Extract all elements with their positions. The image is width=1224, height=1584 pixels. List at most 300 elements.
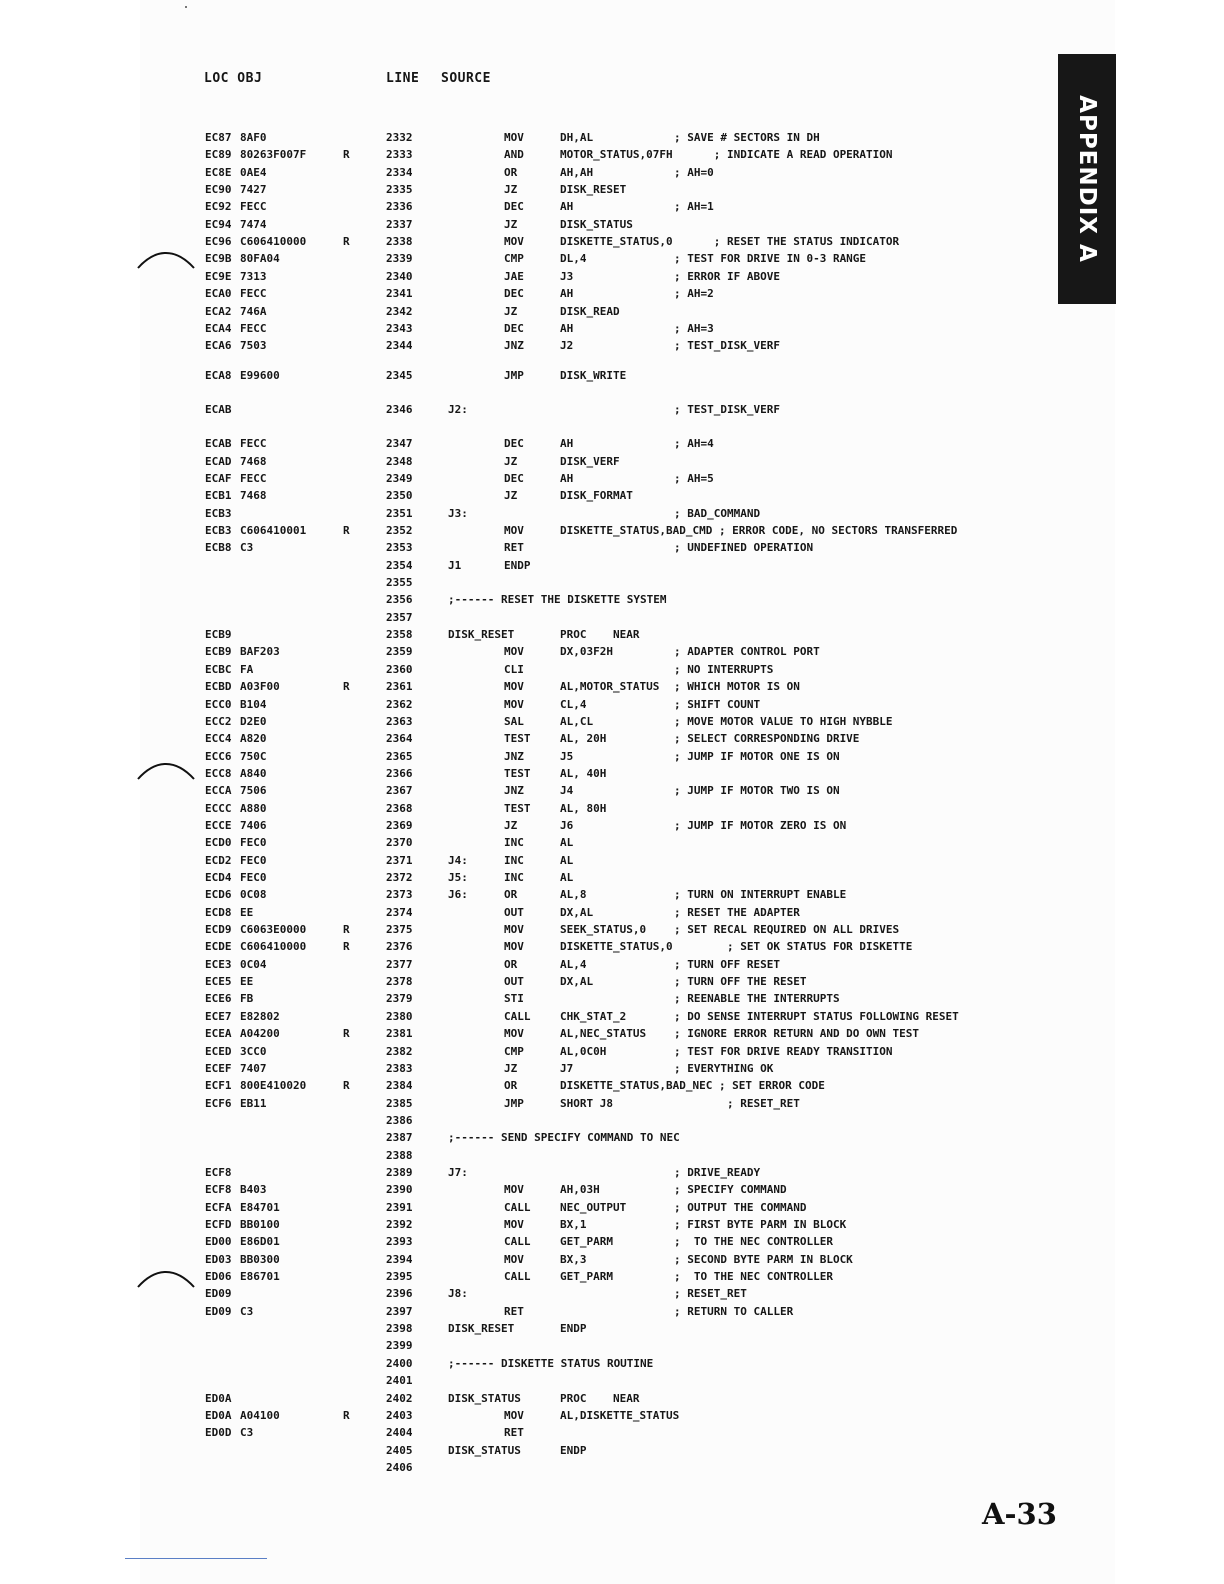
listing-opcode: INC bbox=[504, 853, 524, 867]
listing-opcode: MOV bbox=[504, 1027, 524, 1041]
listing-comment: ; SET OK STATUS FOR DISKETTE bbox=[674, 940, 913, 954]
listing-line-number: 2338 bbox=[386, 235, 413, 249]
listing-obj: 7506 bbox=[240, 784, 267, 798]
listing-operand: PROC NEAR bbox=[560, 1391, 640, 1405]
listing-operand: SEEK_STATUS,0 bbox=[560, 923, 647, 937]
listing-line-number: 2339 bbox=[386, 252, 413, 266]
listing-comment: ; AH=3 bbox=[674, 321, 714, 335]
listing-loc: ECA0 bbox=[205, 287, 232, 301]
listing-line-number: 2396 bbox=[386, 1287, 413, 1301]
listing-loc: ECC8 bbox=[205, 766, 232, 780]
listing-comment: ; AH=1 bbox=[674, 200, 714, 214]
listing-operand: DX,AL bbox=[560, 975, 594, 989]
listing-comment: ; SELECT CORRESPONDING DRIVE bbox=[674, 732, 860, 746]
listing-line-number: 2382 bbox=[386, 1044, 413, 1058]
listing-loc: EC92 bbox=[205, 200, 232, 214]
listing-obj: 746A bbox=[240, 304, 267, 318]
listing-operand: DISK_RESET bbox=[560, 183, 627, 197]
listing-row bbox=[0, 402, 1224, 418]
listing-operand: AH bbox=[560, 287, 574, 301]
listing-loc: ECE3 bbox=[205, 957, 232, 971]
listing-line-number: 2361 bbox=[386, 680, 413, 694]
listing-obj: EB11 bbox=[240, 1096, 267, 1110]
listing-operand: AL,DISKETTE_STATUS bbox=[560, 1408, 680, 1422]
listing-opcode: JNZ bbox=[504, 784, 524, 798]
listing-operand: DX,AL bbox=[560, 905, 594, 919]
listing-row bbox=[0, 471, 1224, 487]
listing-opcode: RET bbox=[504, 541, 524, 555]
bottom-rule bbox=[125, 1558, 267, 1559]
listing-loc: ECA4 bbox=[205, 321, 232, 335]
listing-comment: ; RETURN TO CALLER bbox=[674, 1304, 794, 1318]
listing-line-number: 2368 bbox=[386, 801, 413, 815]
listing-row bbox=[0, 610, 1224, 626]
listing-row bbox=[0, 182, 1224, 198]
header-line: LINE bbox=[386, 71, 420, 86]
listing-reloc-flag: R bbox=[343, 680, 350, 694]
listing-opcode: JMP bbox=[504, 368, 524, 382]
listing-operand: J2 bbox=[560, 339, 574, 353]
listing-comment: ; SPECIFY COMMAND bbox=[674, 1183, 787, 1197]
listing-obj: C3 bbox=[240, 541, 254, 555]
listing-opcode: CALL bbox=[504, 1270, 531, 1284]
listing-obj: A840 bbox=[240, 766, 267, 780]
listing-comment: ; JUMP IF MOTOR TWO IS ON bbox=[674, 784, 840, 798]
listing-line-number: 2384 bbox=[386, 1079, 413, 1093]
listing-obj: 80263F007F bbox=[240, 148, 307, 162]
listing-operand: AH,AH bbox=[560, 165, 594, 179]
listing-label: ;------ RESET THE DISKETTE SYSTEM bbox=[448, 593, 667, 607]
listing-comment: ; AH=0 bbox=[674, 165, 714, 179]
listing-opcode: MOV bbox=[504, 1252, 524, 1266]
listing-loc: ECA8 bbox=[205, 368, 232, 382]
listing-opcode: TEST bbox=[504, 766, 531, 780]
listing-opcode: MOV bbox=[504, 680, 524, 694]
listing-line-number: 2341 bbox=[386, 287, 413, 301]
listing-comment: ; TURN OFF RESET bbox=[674, 957, 780, 971]
listing-loc: ECAF bbox=[205, 471, 232, 485]
listing-label: DISK_STATUS bbox=[448, 1443, 521, 1457]
listing-loc: ECF8 bbox=[205, 1183, 232, 1197]
listing-loc: ECB8 bbox=[205, 541, 232, 555]
listing-opcode: TEST bbox=[504, 732, 531, 746]
listing-operand: DISKETTE_STATUS,0 bbox=[560, 940, 673, 954]
listing-operand: DISKETTE_STATUS,0 bbox=[560, 235, 673, 249]
listing-loc: ED06 bbox=[205, 1270, 232, 1284]
listing-opcode: DEC bbox=[504, 321, 524, 335]
listing-label: ;------ DISKETTE STATUS ROUTINE bbox=[448, 1356, 654, 1370]
listing-opcode: CMP bbox=[504, 252, 524, 266]
listing-loc: EC9B bbox=[205, 252, 232, 266]
listing-comment: ; MOVE MOTOR VALUE TO HIGH NYBBLE bbox=[674, 714, 893, 728]
listing-label: J1 bbox=[448, 558, 462, 572]
listing-operand: J7 bbox=[560, 1061, 574, 1075]
listing-line-number: 2360 bbox=[386, 662, 413, 676]
listing-loc: ECD6 bbox=[205, 888, 232, 902]
listing-comment: ; SET RECAL REQUIRED ON ALL DRIVES bbox=[674, 923, 900, 937]
listing-loc: ECDE bbox=[205, 940, 232, 954]
listing-operand: J3 bbox=[560, 269, 574, 283]
listing-operand: AH,03H bbox=[560, 1183, 600, 1197]
listing-line-number: 2348 bbox=[386, 454, 413, 468]
listing-loc: ECFA bbox=[205, 1200, 232, 1214]
listing-loc: EC87 bbox=[205, 131, 232, 144]
listing-obj: C606410000 bbox=[240, 235, 307, 249]
listing-obj: E86701 bbox=[240, 1270, 280, 1284]
listing-line-number: 2381 bbox=[386, 1027, 413, 1041]
listing-row bbox=[0, 558, 1224, 574]
listing-row bbox=[0, 905, 1224, 921]
listing-row bbox=[0, 1234, 1224, 1250]
listing-row bbox=[0, 818, 1224, 834]
listing-opcode: OR bbox=[504, 957, 518, 971]
listing-line-number: 2333 bbox=[386, 148, 413, 162]
listing-loc: ECAB bbox=[205, 402, 232, 416]
listing-line-number: 2332 bbox=[386, 131, 413, 144]
listing-line-number: 2391 bbox=[386, 1200, 413, 1214]
listing-row bbox=[0, 991, 1224, 1007]
listing-operand: AL bbox=[560, 836, 574, 850]
listing-row bbox=[0, 321, 1224, 337]
listing-operand: ENDP bbox=[560, 1322, 587, 1336]
listing-operand: AL,CL bbox=[560, 714, 594, 728]
listing-reloc-flag: R bbox=[343, 1079, 350, 1093]
listing-opcode: STI bbox=[504, 992, 524, 1006]
listing-opcode: MOV bbox=[504, 524, 524, 537]
listing-loc: ECE5 bbox=[205, 975, 232, 989]
listing-opcode: JZ bbox=[504, 183, 518, 197]
listing-loc: ECE6 bbox=[205, 992, 232, 1006]
listing-loc: ED09 bbox=[205, 1304, 232, 1318]
header-loc-obj: LOC OBJ bbox=[204, 71, 263, 86]
listing-loc: EC89 bbox=[205, 148, 232, 162]
listing-opcode: DEC bbox=[504, 437, 524, 451]
listing-label: J2: bbox=[448, 402, 468, 416]
listing-row bbox=[0, 1130, 1224, 1146]
listing-comment: ; JUMP IF MOTOR ONE IS ON bbox=[674, 749, 840, 763]
listing-comment: ; SHIFT COUNT bbox=[674, 697, 761, 711]
listing-line-number: 2395 bbox=[386, 1270, 413, 1284]
listing-operand: AL, 40H bbox=[560, 766, 607, 780]
listing-line-number: 2405 bbox=[386, 1443, 413, 1457]
listing-loc: ECCE bbox=[205, 818, 232, 832]
listing-loc: EC96 bbox=[205, 235, 232, 249]
listing-row bbox=[0, 714, 1224, 730]
listing-row bbox=[0, 1200, 1224, 1216]
listing-row bbox=[0, 1391, 1224, 1407]
listing-operand: GET_PARM bbox=[560, 1235, 613, 1249]
listing-opcode: RET bbox=[504, 1304, 524, 1318]
listing-loc: ED09 bbox=[205, 1287, 232, 1301]
listing-opcode: MOV bbox=[504, 645, 524, 659]
listing-opcode: DEC bbox=[504, 287, 524, 301]
listing-loc: ECBC bbox=[205, 662, 232, 676]
listing-operand: DISK_FORMAT bbox=[560, 489, 633, 503]
listing-comment: ; TEST_DISK_VERF bbox=[674, 402, 780, 416]
listing-opcode: CMP bbox=[504, 1044, 524, 1058]
listing-loc: ECC6 bbox=[205, 749, 232, 763]
listing-line-number: 2386 bbox=[386, 1113, 413, 1127]
listing-obj: BAF203 bbox=[240, 645, 280, 659]
listing-line-number: 2390 bbox=[386, 1183, 413, 1197]
listing-row bbox=[0, 801, 1224, 817]
listing-line-number: 2334 bbox=[386, 165, 413, 179]
listing-line-number: 2385 bbox=[386, 1096, 413, 1110]
listing-line-number: 2357 bbox=[386, 610, 413, 624]
listing-obj: FECC bbox=[240, 200, 267, 214]
listing-operand: SHORT J8 bbox=[560, 1096, 613, 1110]
listing-label: J5: bbox=[448, 871, 468, 884]
listing-label: J8: bbox=[448, 1287, 468, 1301]
listing-line-number: 2359 bbox=[386, 645, 413, 659]
listing-obj: E86D01 bbox=[240, 1235, 280, 1249]
listing-comment: ; DO SENSE INTERRUPT STATUS FOLLOWING RESET bbox=[674, 1009, 959, 1023]
listing-label: J3: bbox=[448, 506, 468, 520]
listing-obj: E99600 bbox=[240, 368, 280, 382]
listing-reloc-flag: R bbox=[343, 524, 350, 537]
listing-comment: ; TEST FOR DRIVE READY TRANSITION bbox=[674, 1044, 893, 1058]
listing-row bbox=[0, 1373, 1224, 1389]
listing-obj: 750C bbox=[240, 749, 267, 763]
listing-line-number: 2393 bbox=[386, 1235, 413, 1249]
listing-comment: ; JUMP IF MOTOR ZERO IS ON bbox=[674, 818, 847, 832]
listing-loc: EC94 bbox=[205, 217, 232, 231]
listing-line-number: 2340 bbox=[386, 269, 413, 283]
listing-row bbox=[0, 1078, 1224, 1094]
listing-loc: ECAD bbox=[205, 454, 232, 468]
listing-opcode: CLI bbox=[504, 662, 524, 676]
listing-obj: 8AF0 bbox=[240, 131, 267, 144]
listing-obj: B403 bbox=[240, 1183, 267, 1197]
listing-operand: AH bbox=[560, 200, 574, 214]
listing-opcode: ENDP bbox=[504, 558, 531, 572]
listing-obj: 7313 bbox=[240, 269, 267, 283]
listing-loc: ECD4 bbox=[205, 871, 232, 884]
listing-row bbox=[0, 939, 1224, 955]
listing-line-number: 2406 bbox=[386, 1460, 413, 1474]
listing-comment: ; TEST_DISK_VERF bbox=[674, 339, 780, 353]
listing-row bbox=[0, 523, 1224, 539]
listing-line-number: 2377 bbox=[386, 957, 413, 971]
listing-operand: AH bbox=[560, 321, 574, 335]
listing-row bbox=[0, 1165, 1224, 1181]
listing-row bbox=[0, 1113, 1224, 1129]
listing-obj: FA bbox=[240, 662, 254, 676]
listing-line-number: 2335 bbox=[386, 183, 413, 197]
listing-obj: 0C04 bbox=[240, 957, 267, 971]
listing-opcode: SAL bbox=[504, 714, 524, 728]
listing-loc: ECB1 bbox=[205, 489, 232, 503]
listing-line-number: 2353 bbox=[386, 541, 413, 555]
listing-obj: A04200 bbox=[240, 1027, 280, 1041]
listing-operand: AL,4 bbox=[560, 957, 587, 971]
listing-row bbox=[0, 575, 1224, 591]
listing-row bbox=[0, 1321, 1224, 1337]
listing-opcode: INC bbox=[504, 836, 524, 850]
listing-row bbox=[0, 540, 1224, 556]
listing-row bbox=[0, 974, 1224, 990]
listing-loc: ECB9 bbox=[205, 645, 232, 659]
listing-obj: FECC bbox=[240, 471, 267, 485]
listing-row bbox=[0, 165, 1224, 181]
listing-opcode: TEST bbox=[504, 801, 531, 815]
listing-line-number: 2398 bbox=[386, 1322, 413, 1336]
listing-operand: DH,AL bbox=[560, 131, 594, 144]
listing-line-number: 2397 bbox=[386, 1304, 413, 1318]
listing-opcode: CALL bbox=[504, 1009, 531, 1023]
listing-row bbox=[0, 506, 1224, 522]
listing-operand: DISK_STATUS bbox=[560, 217, 633, 231]
listing-obj: 0C08 bbox=[240, 888, 267, 902]
listing-operand: AL, 80H bbox=[560, 801, 607, 815]
listing-line-number: 2404 bbox=[386, 1426, 413, 1440]
listing-operand: BX,1 bbox=[560, 1218, 587, 1231]
listing-loc: ECD9 bbox=[205, 923, 232, 937]
listing-comment: ; OUTPUT THE COMMAND bbox=[674, 1200, 807, 1214]
listing-obj: 3CC0 bbox=[240, 1044, 267, 1058]
listing-obj: C3 bbox=[240, 1304, 254, 1318]
listing-line-number: 2371 bbox=[386, 853, 413, 867]
listing-comment: ; UNDEFINED OPERATION bbox=[674, 541, 814, 555]
listing-operand: DISKETTE_STATUS,BAD_CMD ; ERROR CODE, NO SECTORS TRANSFERRED bbox=[560, 524, 958, 537]
listing-loc: ECF1 bbox=[205, 1079, 232, 1093]
listing-opcode: JMP bbox=[504, 1096, 524, 1110]
listing-opcode: MOV bbox=[504, 1183, 524, 1197]
listing-row bbox=[0, 922, 1224, 938]
listing-line-number: 2376 bbox=[386, 940, 413, 954]
listing-line-number: 2372 bbox=[386, 871, 413, 884]
listing-obj: FEC0 bbox=[240, 853, 267, 867]
listing-row bbox=[0, 304, 1224, 320]
listing-operand: AL,0C0H bbox=[560, 1044, 607, 1058]
listing-row bbox=[0, 217, 1224, 233]
listing-operand: AH bbox=[560, 471, 574, 485]
listing-row bbox=[0, 1182, 1224, 1198]
listing-obj: A880 bbox=[240, 801, 267, 815]
listing-opcode: JZ bbox=[504, 217, 518, 231]
listing-operand: AL,8 bbox=[560, 888, 587, 902]
listing-loc: ECCA bbox=[205, 784, 232, 798]
listing-obj: 7503 bbox=[240, 339, 267, 353]
listing-row bbox=[0, 1425, 1224, 1441]
listing-line-number: 2356 bbox=[386, 593, 413, 607]
listing-line-number: 2401 bbox=[386, 1374, 413, 1388]
listing-line-number: 2392 bbox=[386, 1218, 413, 1231]
listing-comment: ; NO INTERRUPTS bbox=[674, 662, 774, 676]
listing-opcode: CALL bbox=[504, 1200, 531, 1214]
listing-obj: A820 bbox=[240, 732, 267, 746]
listing-operand: PROC NEAR bbox=[560, 628, 640, 642]
listing-line-number: 2347 bbox=[386, 437, 413, 451]
listing-row bbox=[0, 130, 1224, 146]
listing-obj: FEC0 bbox=[240, 871, 267, 884]
listing-obj: 0AE4 bbox=[240, 165, 267, 179]
listing-comment: ; RESET_RET bbox=[674, 1287, 747, 1301]
listing-operand: DISK_READ bbox=[560, 304, 620, 318]
listing-line-number: 2399 bbox=[386, 1339, 413, 1353]
listing-obj: 7474 bbox=[240, 217, 267, 231]
listing-line-number: 2350 bbox=[386, 489, 413, 503]
listing-opcode: DEC bbox=[504, 471, 524, 485]
listing-label: DISK_STATUS bbox=[448, 1391, 521, 1405]
listing-row bbox=[0, 592, 1224, 608]
listing-operand: MOTOR_STATUS,07FH bbox=[560, 148, 673, 162]
listing-loc: ECC4 bbox=[205, 732, 232, 746]
listing-comment: ; AH=4 bbox=[674, 437, 714, 451]
listing-reloc-flag: R bbox=[343, 235, 350, 249]
listing-obj: FEC0 bbox=[240, 836, 267, 850]
listing-row bbox=[0, 1460, 1224, 1476]
listing-obj: BB0100 bbox=[240, 1218, 280, 1231]
listing-line-number: 2343 bbox=[386, 321, 413, 335]
listing-loc: ECD8 bbox=[205, 905, 232, 919]
listing-loc: ECCC bbox=[205, 801, 232, 815]
listing-obj: EE bbox=[240, 905, 254, 919]
listing-operand: J5 bbox=[560, 749, 574, 763]
listing-loc: ECBD bbox=[205, 680, 232, 694]
listing-line-number: 2400 bbox=[386, 1356, 413, 1370]
listing-opcode: MOV bbox=[504, 940, 524, 954]
listing-loc: ECED bbox=[205, 1044, 232, 1058]
listing-opcode: OR bbox=[504, 888, 518, 902]
listing-line-number: 2403 bbox=[386, 1408, 413, 1422]
listing-opcode: MOV bbox=[504, 235, 524, 249]
listing-row bbox=[0, 488, 1224, 504]
listing-loc: ECA2 bbox=[205, 304, 232, 318]
listing-opcode: JZ bbox=[504, 304, 518, 318]
listing-row bbox=[0, 436, 1224, 452]
listing-obj: C6063E0000 bbox=[240, 923, 307, 937]
listing-loc: ECB9 bbox=[205, 628, 232, 642]
listing-opcode: DEC bbox=[504, 200, 524, 214]
listing-comment: ; WHICH MOTOR IS ON bbox=[674, 680, 800, 694]
listing-row bbox=[0, 286, 1224, 302]
listing-row bbox=[0, 1044, 1224, 1060]
listing-comment: ; TURN OFF THE RESET bbox=[674, 975, 807, 989]
listing-operand: AL bbox=[560, 853, 574, 867]
listing-row bbox=[0, 662, 1224, 678]
listing-row bbox=[0, 957, 1224, 973]
listing-loc: ECEA bbox=[205, 1027, 232, 1041]
listing-row bbox=[0, 1408, 1224, 1424]
listing-opcode: INC bbox=[504, 871, 524, 884]
listing-obj: B104 bbox=[240, 697, 267, 711]
binder-hole-mark bbox=[136, 1265, 196, 1291]
listing-line-number: 2402 bbox=[386, 1391, 413, 1405]
listing-comment: ; REENABLE THE INTERRUPTS bbox=[674, 992, 840, 1006]
listing-obj: 7427 bbox=[240, 183, 267, 197]
listing-obj: 80FA04 bbox=[240, 252, 280, 266]
listing-loc: ECA6 bbox=[205, 339, 232, 353]
listing-operand: AH bbox=[560, 437, 574, 451]
listing-line-number: 2373 bbox=[386, 888, 413, 902]
listing-row bbox=[0, 1061, 1224, 1077]
listing-comment: ; AH=2 bbox=[674, 287, 714, 301]
listing-obj: 7468 bbox=[240, 489, 267, 503]
listing-loc: ECF6 bbox=[205, 1096, 232, 1110]
listing-line-number: 2369 bbox=[386, 818, 413, 832]
listing-row bbox=[0, 147, 1224, 163]
listing-loc: ECC2 bbox=[205, 714, 232, 728]
listing-line-number: 2378 bbox=[386, 975, 413, 989]
listing-loc: ECB3 bbox=[205, 506, 232, 520]
listing-line-number: 2366 bbox=[386, 766, 413, 780]
listing-row bbox=[0, 338, 1224, 354]
listing-reloc-flag: R bbox=[343, 1408, 350, 1422]
listing-line-number: 2389 bbox=[386, 1165, 413, 1179]
listing-operand: ENDP bbox=[560, 1443, 587, 1457]
listing-line-number: 2379 bbox=[386, 992, 413, 1006]
